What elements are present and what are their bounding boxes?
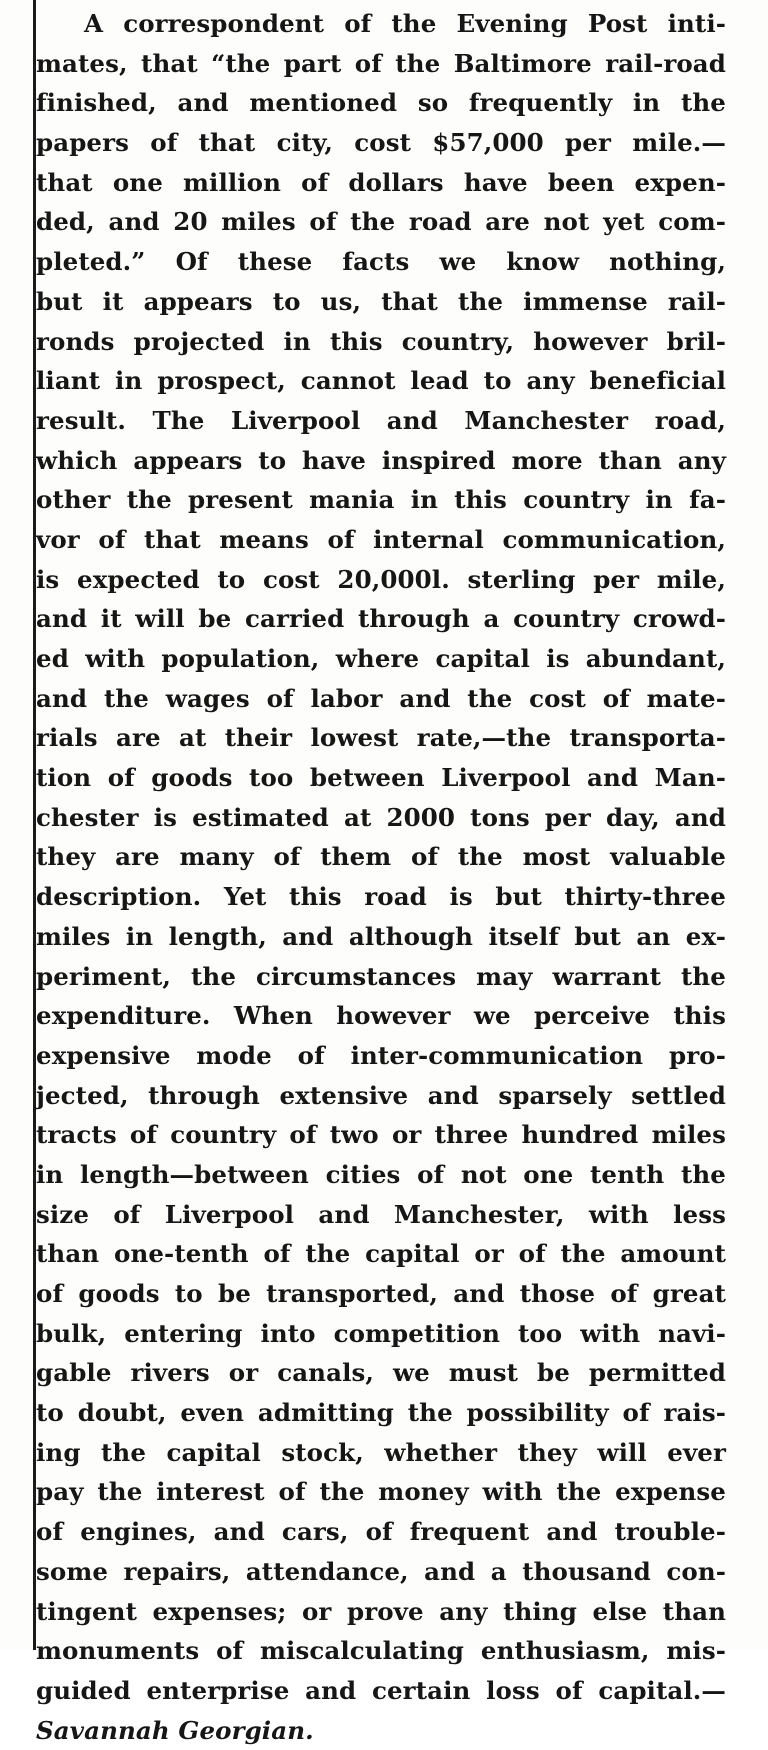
article-line: pay the interest of the money with the expense — [36, 1477, 726, 1507]
article-line: gable rivers or canals, we must be permitted — [36, 1358, 726, 1388]
article-line: that one million of dollars have been expen- — [36, 167, 726, 197]
article-line: which appears to have inspired more than any — [36, 445, 726, 475]
article-line: mates, that “the part of the Baltimore rail-road — [36, 48, 726, 78]
article-line: miles in length, and although itself but an ex- — [36, 921, 726, 951]
article-line: jected, through extensive and sparsely settled — [36, 1080, 726, 1110]
signature: Savannah Georgian. — [36, 1715, 314, 1745]
article-line: periment, the circumstances may warrant the — [36, 961, 726, 991]
article-line: papers of that city, cost $57,000 per mile.— — [36, 128, 726, 158]
article-line: tingent expenses; or prove any thing else than — [36, 1596, 726, 1626]
article-line: ed with population, where capital is abundant, — [36, 644, 726, 673]
article-line: is expected to cost 20,000l. sterling per mile, — [36, 564, 726, 594]
article-body — [36, 4, 726, 1750]
article-line: size of Liverpool and Manchester, with less — [36, 1199, 726, 1229]
article-line: expenditure. When however we perceive this — [36, 1001, 726, 1031]
article-line: chester is estimated at 2000 tons per day, and — [36, 802, 726, 832]
article-line: to doubt, even admitting the possibility of rais- — [36, 1398, 726, 1428]
article-line: some repairs, attendance, and a thousand con- — [36, 1556, 726, 1586]
article-line: rials are at their lowest rate,—the transporta- — [36, 723, 726, 753]
article-line: of engines, and cars, of frequent and trouble- — [36, 1517, 726, 1547]
article-line: finished, and mentioned so frequently in the — [36, 88, 726, 118]
article-line: pleted.” Of these facts we know nothing, — [36, 247, 726, 277]
article-line: tracts of country of two or three hundred miles — [36, 1120, 726, 1150]
article-line: expensive mode of inter-communication pro- — [36, 1040, 726, 1070]
article-line: ded, and 20 miles of the road are not yet com- — [36, 207, 726, 237]
article-line: bulk, entering into competition too with navi- — [36, 1318, 726, 1348]
article-line: vor of that means of internal communication, — [36, 524, 726, 554]
article-line: but it appears to us, that the immense rail- — [36, 286, 726, 316]
article-line: ing the capital stock, whether they will ever — [36, 1437, 726, 1467]
article-line: tion of goods too between Liverpool and Man- — [36, 763, 726, 793]
article-line: description. Yet this road is but thirty-three — [36, 882, 726, 912]
article-line: other the present mania in this country in fa- — [36, 485, 726, 515]
article-line: ronds projected in this country, however bril- — [36, 326, 726, 356]
article-line: and it will be carried through a country crowd- — [36, 604, 726, 634]
article-line: and the wages of labor and the cost of mate- — [36, 683, 726, 713]
article-line: guided enterprise and certain loss of capital.— — [36, 1675, 726, 1705]
article-line: result. The Liverpool and Manchester road, — [36, 405, 726, 435]
article-line: in length—between cities of not one tenth the — [36, 1159, 726, 1189]
article-line: of goods to be transported, and those of great — [36, 1279, 726, 1308]
article-line: they are many of them of the most valuable — [36, 842, 726, 872]
article-line: A correspondent of the Evening Post inti- — [84, 9, 726, 38]
article-line: than one-tenth of the capital or of the amount — [36, 1239, 726, 1269]
article-line: monuments of miscalculating enthusiasm, mis- — [36, 1636, 726, 1666]
article-line: liant in prospect, cannot lead to any beneficial — [36, 366, 726, 396]
